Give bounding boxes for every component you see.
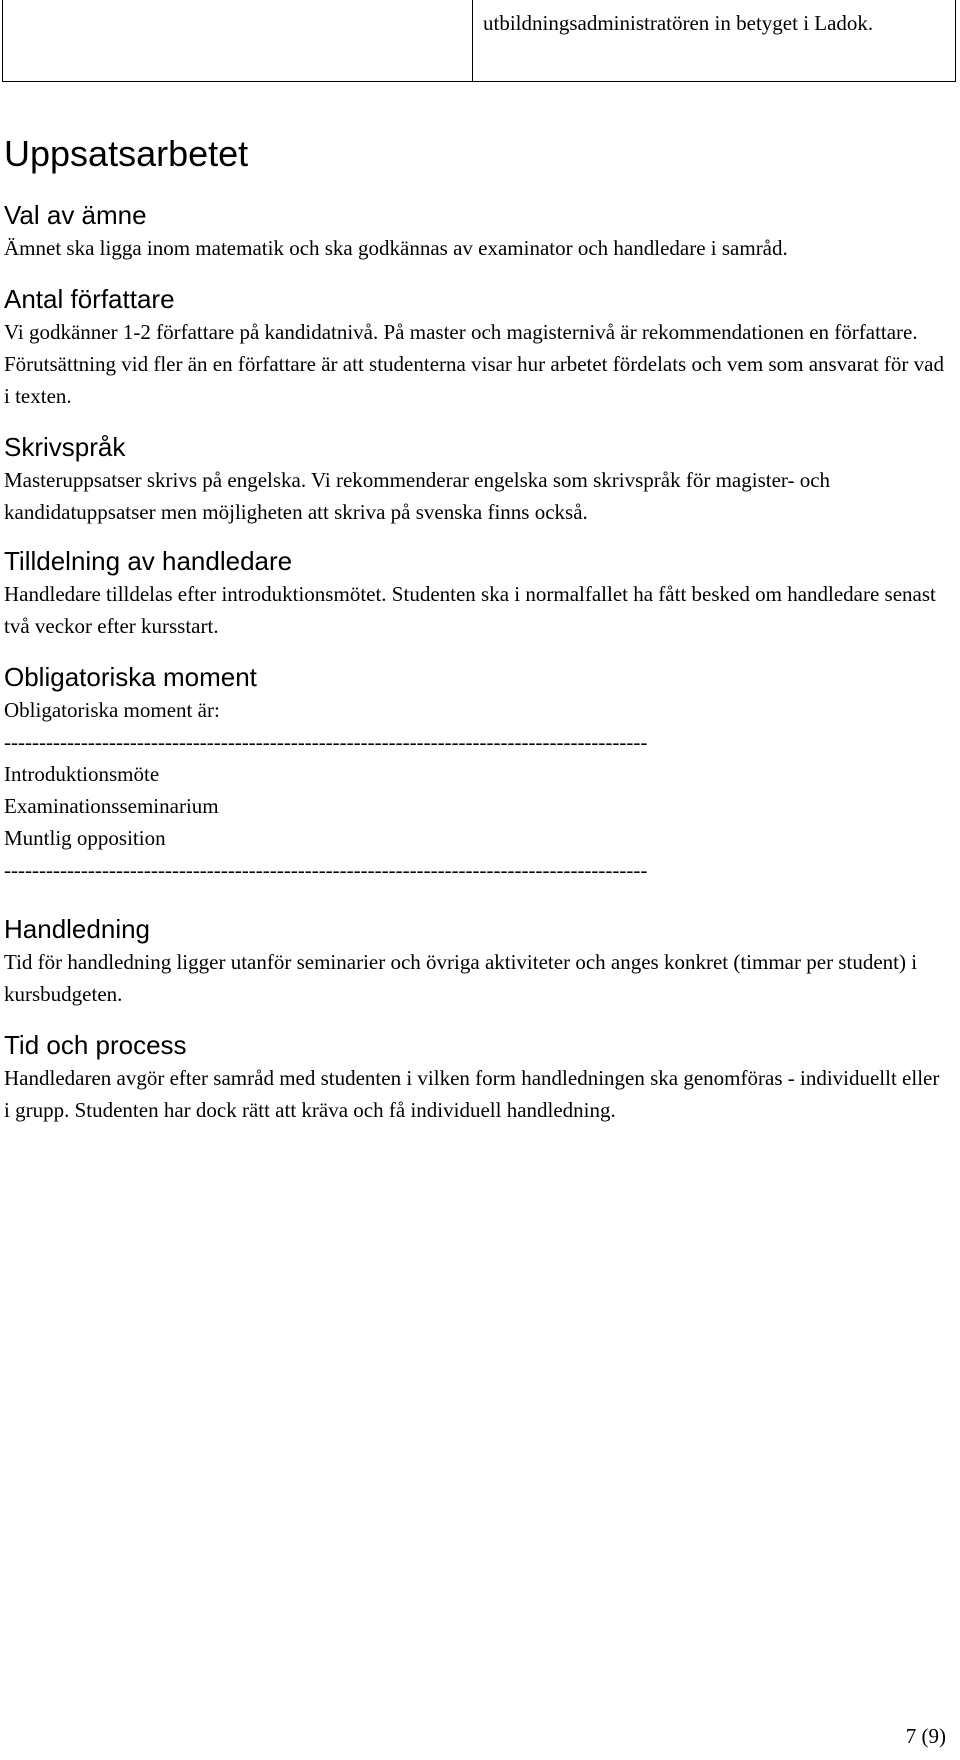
mandatory-intro: Obligatoriska moment är: <box>4 698 220 722</box>
section-skrivsprak <box>4 430 944 528</box>
separator-line: -------------------------------------------------------------------------------------------- <box>4 730 648 754</box>
page-number: 7 (9) <box>905 1724 946 1748</box>
list-item: Muntlig opposition <box>4 826 166 850</box>
section-heading: Tilldelning av handledare <box>4 546 293 576</box>
table-fragment <box>2 0 956 82</box>
document-title: Uppsatsarbetet <box>4 133 249 174</box>
section-body: Tid för handledning ligger utanför seminarier och övriga aktiviteter och anges konkret (timmar per student) i kursbudgeten. <box>4 950 918 1006</box>
section-body: Handledaren avgör efter samråd med studenten i vilken form handledningen ska genomföras - individuellt eller i grupp. Studenten har dock rätt att kräva och få individuell handledning. <box>4 1066 940 1122</box>
table-column-divider <box>472 0 473 81</box>
list-item: Introduktionsmöte <box>4 762 160 786</box>
separator-line: -------------------------------------------------------------------------------------------- <box>4 858 648 882</box>
list-item: Examinationsseminarium <box>4 794 219 818</box>
section-heading: Obligatoriska moment <box>4 662 257 692</box>
section-tid-och-process <box>4 1028 944 1126</box>
section-body: Vi godkänner 1-2 författare på kandidatnivå. På master och magisternivå är rekommendationen en författare. Förutsättning vid fler än en författare är att studenterna visar hur arbetet fördelats och vem som ansvarat för vad i texten. <box>4 320 944 408</box>
section-heading: Handledning <box>4 914 151 944</box>
document-content <box>4 132 944 1144</box>
section-heading: Antal författare <box>4 284 175 314</box>
section-tilldelning-av-handledare <box>4 544 944 642</box>
section-obligatoriska-moment <box>4 660 944 886</box>
section-body: Masteruppsatser skrivs på engelska. Vi rekommenderar engelska som skrivspråk för magister- och kandidatuppsatser men möjligheten att skriva på svenska finns också. <box>4 468 831 524</box>
section-body: Ämnet ska ligga inom matematik och ska godkännas av examinator och handledare i samråd. <box>4 236 788 260</box>
section-heading: Val av ämne <box>4 200 147 230</box>
section-body: Handledare tilldelas efter introduktionsmötet. Studenten ska i normalfallet ha fått besked om handledare senast två veckor efter kursstart. <box>4 582 936 638</box>
section-heading: Tid och process <box>4 1030 187 1060</box>
section-antal-forfattare <box>4 282 944 412</box>
section-handledning <box>4 912 944 1010</box>
table-cell-right: utbildningsadministratören in betyget i Ladok. <box>483 11 874 35</box>
section-heading: Skrivspråk <box>4 432 126 462</box>
section-val-av-amne <box>4 198 944 264</box>
